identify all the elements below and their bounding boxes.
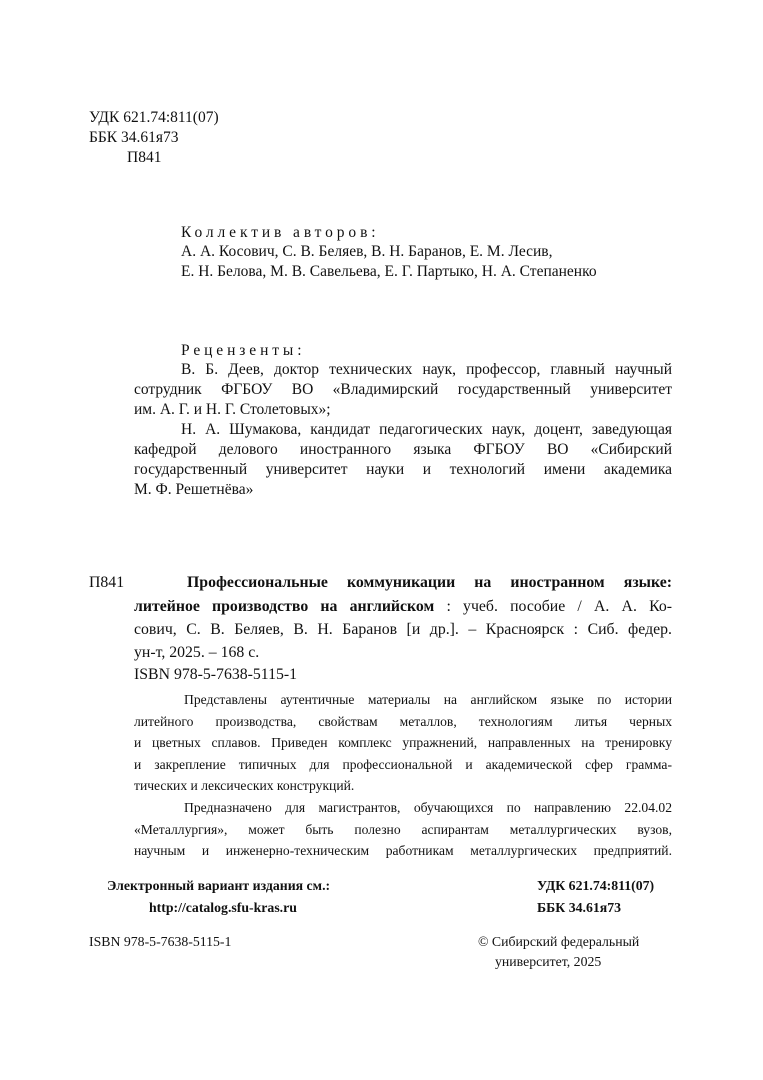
copyright-line: © Сибирский федеральный <box>478 934 640 949</box>
footer-bbk: ББК 34.61я73 <box>537 900 622 915</box>
bib-line: сович, С. В. Беляев, В. Н. Баранов [и др.]. – Красноярск : Сиб. федер. <box>134 621 672 638</box>
bbk-code: ББК 34.61я73 <box>89 129 179 146</box>
catalog-url: http://catalog.sfu-kras.ru <box>149 900 297 915</box>
bib-isbn: ISBN 978-5-7638-5115-1 <box>134 666 298 683</box>
bib-author-mark: П841 <box>89 574 125 591</box>
electronic-version-label: Электронный вариант издания см.: <box>107 878 331 893</box>
reviewers-heading: Рецензенты: <box>181 342 306 359</box>
footer-isbn: ISBN 978-5-7638-5115-1 <box>89 934 232 949</box>
abstract-line: тических и лексических конструкций. <box>134 778 355 793</box>
abstract-line: Предназначено для магистрантов, обучающихся по направлению 22.04.02 <box>184 800 672 815</box>
abstract-line: Представлены аутентичные материалы на английском языке по истории <box>184 692 672 707</box>
book-title-line: Профессиональные коммуникации на иностранном языке: <box>187 574 672 591</box>
reviewer-line: государственный университет науки и технологий имени академика <box>134 461 672 478</box>
abstract-line: «Металлургия», может быть полезно аспирантам металлургических вузов, <box>134 822 672 837</box>
book-title-line2 <box>134 598 672 616</box>
reviewer-line: Н. А. Шумакова, кандидат педагогических наук, доцент, заведующая <box>181 421 672 438</box>
authors-line: А. А. Косович, С. В. Беляев, В. Н. Баранов, Е. М. Лесив, <box>181 243 553 260</box>
abstract-line: и цветных сплавов. Приведен комплекс упражнений, направленных на тренировку <box>134 735 672 750</box>
reviewer-line: кафедрой делового иностранного языка ФГБОУ ВО «Сибирский <box>134 441 672 458</box>
udk-code: УДК 621.74:811(07) <box>89 109 219 126</box>
bib-line: ун-т, 2025. – 168 с. <box>134 644 260 661</box>
reviewer-line: В. Б. Деев, доктор технических наук, профессор, главный научный <box>181 361 672 378</box>
reviewer-line: им. А. Г. и Н. Г. Столетовых»; <box>134 401 331 418</box>
footer-udk: УДК 621.74:811(07) <box>537 878 655 893</box>
author-mark: П841 <box>127 149 162 166</box>
abstract-line: научным и инженерно-техническим работникам металлургических предприятий. <box>134 843 672 858</box>
copyright-line: университет, 2025 <box>495 954 602 969</box>
abstract-line: литейного производства, свойствам металлов, технологиям литья черных <box>134 714 672 729</box>
book-title-continuation: литейное производство на английском <box>134 598 435 615</box>
reviewer-line: М. Ф. Решетнёва» <box>134 481 254 498</box>
authors-heading: Коллектив авторов: <box>181 224 380 241</box>
reviewer-line: сотрудник ФГБОУ ВО «Владимирский государственный университет <box>134 381 672 398</box>
book-type: : учеб. пособие / А. А. Ко- <box>434 598 672 615</box>
authors-line: Е. Н. Белова, М. В. Савельева, Е. Г. Партыко, Н. А. Степаненко <box>181 263 597 280</box>
abstract-line: и закрепление типичных для профессиональной и академической сфер грамма- <box>134 757 672 772</box>
